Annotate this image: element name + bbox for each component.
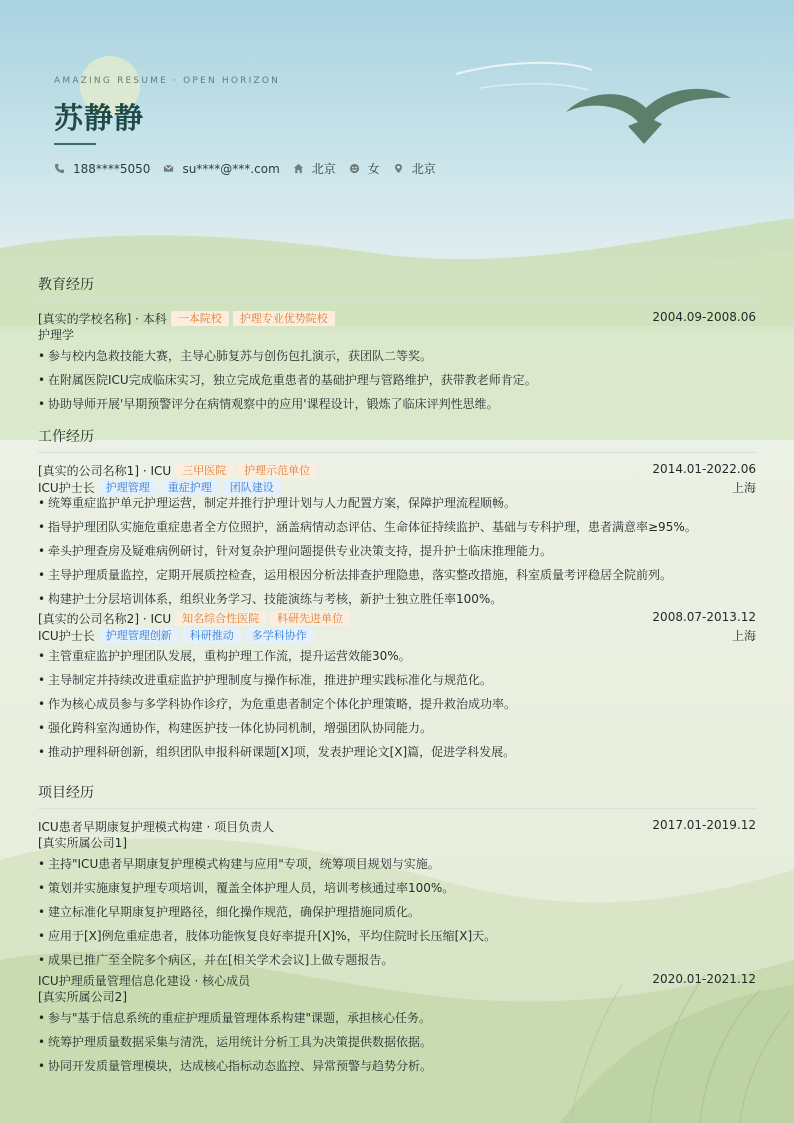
project-bullets [38, 852, 756, 972]
work-date: 2008.07-2013.12 [652, 610, 756, 624]
work-bullets [38, 644, 756, 764]
location-icon [393, 163, 404, 174]
contact-gender [349, 160, 380, 177]
list-item: • 主持"ICU患者早期康复护理模式构建与应用"专项，统筹项目规划与实施。 [38, 852, 756, 876]
company-tag: 护理示范单位 [237, 463, 317, 478]
school-tag: 护理专业优势院校 [233, 311, 335, 326]
home-icon [293, 163, 304, 174]
bird-illustration [566, 82, 731, 148]
project-name: ICU护理质量管理信息化建设 · 核心成员 [38, 974, 251, 988]
list-item: • 应用于[X]例危重症患者，肢体功能恢复良好率提升[X]%，平均住院时长压缩[X]天。 [38, 924, 756, 948]
list-item: • 策划并实施康复护理专项培训，覆盖全体护理人员，培训考核通过率100%。 [38, 876, 756, 900]
skill-tag: 多学科协作 [245, 628, 314, 643]
list-item: • 作为核心成员参与多学科协作诊疗，为危重患者制定个体化护理策略，提升救治成功率。 [38, 692, 756, 716]
company-name: [真实的公司名称1] · ICU [38, 464, 172, 478]
contact-bar [54, 160, 449, 177]
work-title: 工作经历 [38, 426, 756, 453]
list-item: • 统筹护理质量数据采集与清洗，运用统计分析工具为决策提供数据依据。 [38, 1030, 756, 1054]
skill-tag: 护理管理创新 [99, 628, 179, 643]
list-item: • 在附属医院ICU完成临床实习，独立完成危重患者的基础护理与管路维护，获带教老师肯定。 [38, 368, 756, 392]
resume-tagline: AMAZING RESUME · OPEN HORIZON [54, 76, 281, 86]
work-date: 2014.01-2022.06 [652, 462, 756, 476]
list-item: • 推动护理科研创新，组织团队申报科研课题[X]项，发表护理论文[X]篇，促进学科发展。 [38, 740, 756, 764]
contact-gender-text: 女 [367, 162, 380, 176]
company-tag: 知名综合性医院 [175, 611, 266, 626]
cloud-streak [456, 63, 592, 74]
project-entry-header [38, 818, 756, 835]
list-item: • 协助导师开展'早期预警评分在病情观察中的应用'课程设计，锻炼了临床评判性思维。 [38, 392, 756, 416]
work-role-row [38, 627, 756, 644]
education-entry-header [38, 310, 756, 327]
projects-title: 项目经历 [38, 782, 756, 809]
list-item: • 强化跨科室沟通协作，构建医护技一体化协同机制，增强团队协同能力。 [38, 716, 756, 740]
project-entry-header [38, 972, 756, 989]
candidate-name: 苏静静 [54, 101, 145, 135]
list-item: • 成果已推广至全院多个病区，并在[相关学术会议]上做专题报告。 [38, 948, 756, 972]
contact-email [163, 162, 279, 176]
mail-icon [163, 163, 174, 174]
project-date: 2020.01-2021.12 [652, 972, 756, 986]
name-underline [54, 143, 96, 145]
skill-tag: 护理管理 [99, 480, 157, 495]
work-bullets [38, 491, 756, 611]
work-city: 上海 [731, 481, 756, 495]
contact-phone-text: 188****5050 [73, 161, 151, 176]
contact-location-text: 北京 [411, 162, 436, 176]
list-item: • 统筹重症监护单元护理运营，制定并推行护理计划与人力配置方案，保障护理流程顺畅。 [38, 491, 756, 515]
company-name: [真实的公司名称2] · ICU [38, 612, 172, 626]
job-title: ICU护士长 [38, 481, 95, 495]
project-name: ICU患者早期康复护理模式构建 · 项目负责人 [38, 820, 275, 834]
list-item: • 构建护士分层培训体系，组织业务学习、技能演练与考核，新护士独立胜任率100%。 [38, 587, 756, 611]
list-item: • 主导制定并持续改进重症监护护理制度与操作标准，推进护理实践标准化与规范化。 [38, 668, 756, 692]
work-entry-header [38, 610, 756, 627]
skill-tag: 科研推动 [183, 628, 241, 643]
education-title: 教育经历 [38, 274, 756, 301]
list-item: • 参与校内急救技能大赛，主导心肺复苏与创伤包扎演示，获团队二等奖。 [38, 344, 756, 368]
list-item: • 建立标准化早期康复护理路径，细化操作规范，确保护理措施同质化。 [38, 900, 756, 924]
work-city: 上海 [731, 629, 756, 643]
education-date: 2004.09-2008.06 [652, 310, 756, 324]
list-item: • 指导护理团队实施危重症患者全方位照护，涵盖病情动态评估、生命体征持续监护、基础与专科护理，患者满意率≥95%。 [38, 515, 756, 539]
contact-email-text: su****@***.com [182, 161, 280, 176]
major-name: 护理学 [38, 328, 75, 342]
project-org: [真实所属公司1] [38, 836, 127, 850]
company-tag: 科研先进单位 [270, 611, 350, 626]
list-item: • 主管重症监护护理团队发展，重构护理工作流，提升运营效能30%。 [38, 644, 756, 668]
company-tag: 三甲医院 [175, 463, 233, 478]
contact-phone [54, 162, 150, 176]
contact-residence [293, 160, 336, 177]
education-bullets [38, 344, 756, 416]
project-bullets [38, 1006, 756, 1078]
projects-section [38, 782, 756, 1078]
gender-icon [349, 163, 360, 174]
work-section [38, 426, 756, 764]
list-item: • 参与"基于信息系统的重症护理质量管理体系构建"课题，承担核心任务。 [38, 1006, 756, 1030]
contact-residence-text: 北京 [311, 162, 336, 176]
phone-icon [54, 163, 65, 174]
project-org: [真实所属公司2] [38, 990, 127, 1004]
job-title: ICU护士长 [38, 629, 95, 643]
list-item: • 主导护理质量监控，定期开展质控检查，运用根因分析法排查护理隐患，落实整改措施，科室质量考评稳居全院前列。 [38, 563, 756, 587]
list-item: • 协同开发质量管理模块，达成核心指标动态监控、异常预警与趋势分析。 [38, 1054, 756, 1078]
school-name: [真实的学校名称] · 本科 [38, 312, 167, 326]
contact-location [393, 160, 436, 177]
project-date: 2017.01-2019.12 [652, 818, 756, 832]
skill-tag: 团队建设 [223, 480, 281, 495]
skill-tag: 重症护理 [161, 480, 219, 495]
work-entry-header [38, 462, 756, 479]
school-tag: 一本院校 [171, 311, 229, 326]
education-section [38, 274, 756, 416]
list-item: • 牵头护理查房及疑难病例研讨，针对复杂护理问题提供专业决策支持，提升护士临床推理能力。 [38, 539, 756, 563]
